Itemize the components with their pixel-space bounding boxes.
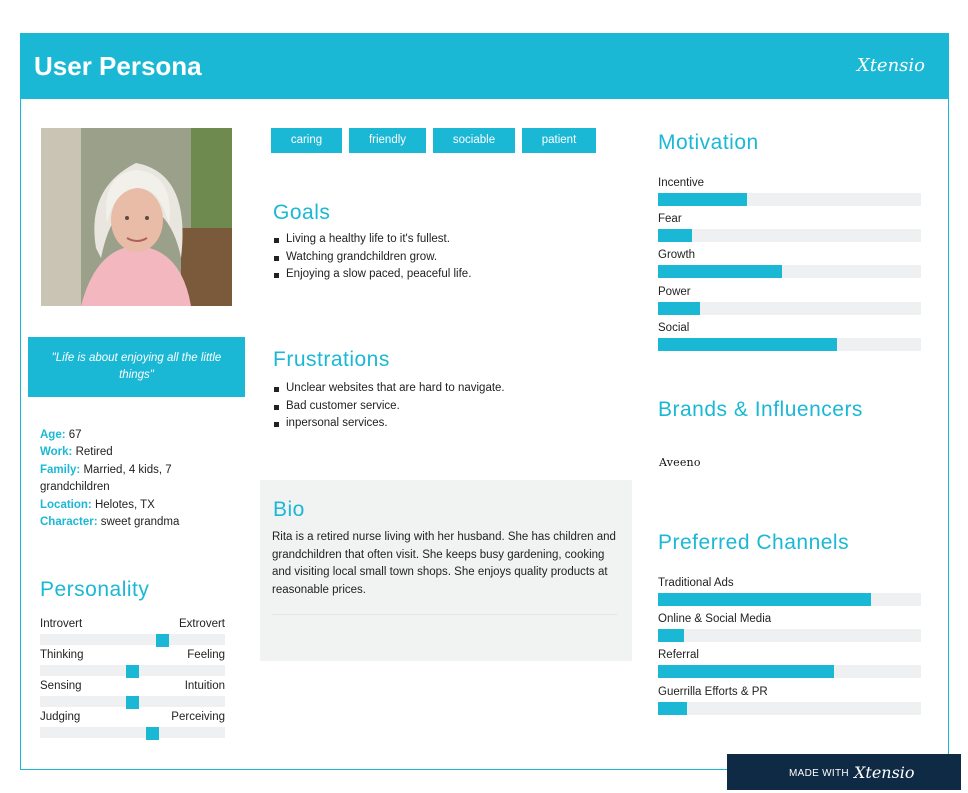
- bar-label: Fear: [658, 213, 682, 225]
- fact-family: Family: Married, 4 kids, 7 grandchildren: [40, 463, 172, 494]
- bar-fill: [658, 702, 687, 715]
- slider-track: [40, 727, 225, 738]
- goals-list: [272, 231, 471, 284]
- list-item: Bad customer service.: [272, 398, 505, 416]
- slider-right-label: Extrovert: [178, 618, 225, 630]
- bar-fill: [658, 629, 684, 642]
- bar-label: Guerrilla Efforts & PR: [658, 686, 768, 698]
- tag-sociable: sociable: [433, 128, 515, 153]
- bar-track: [658, 229, 921, 242]
- bio-divider: [272, 614, 617, 615]
- motivation-bar: [658, 286, 921, 322]
- slider-left-label: Judging: [40, 711, 81, 723]
- personality-title: Personality: [40, 578, 150, 601]
- list-item: Enjoying a slow paced, peaceful life.: [272, 266, 471, 284]
- list-item: Watching grandchildren grow.: [272, 249, 471, 267]
- bar-fill: [658, 665, 834, 678]
- brands-title: Brands & Influencers: [658, 398, 863, 421]
- motivation-bar: [658, 213, 921, 249]
- fact-character: Character: sweet grandma: [40, 516, 180, 529]
- list-item: Unclear websites that are hard to navigate.: [272, 380, 505, 398]
- persona-quote: "Life is about enjoying all the little things": [28, 337, 245, 397]
- bar-label: Incentive: [658, 177, 705, 189]
- bar-label: Referral: [658, 649, 699, 661]
- personality-slider: [40, 649, 225, 680]
- demographics: [40, 427, 210, 531]
- slider-left-label: Sensing: [40, 680, 82, 692]
- motivation-bar: [658, 249, 921, 285]
- bar-label: Online & Social Media: [658, 613, 772, 625]
- motivation-bar: [658, 322, 921, 358]
- bio-text: Rita is a retired nurse living with her husband. She has children and grandchildren that often visit. She keeps busy gardening, cooking and visiting local small town shops. She enjoys quality products at reasonable prices.: [272, 531, 616, 597]
- list-item: Living a healthy life to it's fullest.: [272, 231, 471, 249]
- channel-bar: [658, 686, 921, 722]
- tag-patient: patient: [522, 128, 596, 153]
- list-item: inpersonal services.: [272, 415, 505, 433]
- xtensio-footer-logo: Xtensio: [854, 763, 915, 782]
- personality-slider: [40, 711, 225, 742]
- slider-left-label: Thinking: [40, 649, 84, 661]
- channel-bar: [658, 577, 921, 613]
- bar-label: Growth: [658, 249, 696, 261]
- bar-fill: [658, 338, 837, 351]
- bar-fill: [658, 265, 782, 278]
- made-with-label: MADE WITH: [789, 768, 849, 779]
- bio-title: Bio: [273, 498, 305, 521]
- tag-friendly: friendly: [349, 128, 426, 153]
- bar-track: [658, 629, 921, 642]
- aveeno-logo: Aveeno: [659, 456, 701, 469]
- motivation-title: Motivation: [658, 131, 759, 154]
- bar-label: Social: [658, 322, 690, 334]
- bar-label: Power: [658, 286, 691, 298]
- slider-marker: [156, 634, 169, 647]
- bar-track: [658, 702, 921, 715]
- slider-marker: [126, 665, 139, 678]
- channels-title: Preferred Channels: [658, 531, 850, 554]
- tag-caring: caring: [271, 128, 342, 153]
- made-with-badge[interactable]: [727, 754, 961, 790]
- fact-age: Age: 67: [40, 429, 82, 441]
- bar-fill: [658, 229, 692, 242]
- bar-fill: [658, 193, 747, 206]
- slider-right-label: Feeling: [187, 649, 225, 661]
- xtensio-logo: Xtensio: [856, 55, 925, 76]
- channel-bar: [658, 613, 921, 649]
- motivation-bar: [658, 177, 921, 213]
- frustrations-title: Frustrations: [273, 348, 390, 371]
- slider-right-label: Intuition: [184, 680, 225, 692]
- header-bar: [20, 33, 949, 99]
- slider-marker: [126, 696, 139, 709]
- fact-work: Work: Retired: [40, 446, 113, 459]
- bar-label: Traditional Ads: [658, 577, 734, 589]
- slider-right-label: Perceiving: [171, 711, 225, 723]
- goals-title: Goals: [273, 201, 331, 224]
- frustrations-list: [272, 380, 505, 433]
- fact-location: Location: Helotes, TX: [40, 498, 155, 511]
- slider-left-label: Introvert: [40, 618, 83, 630]
- personality-slider: [40, 680, 225, 711]
- channel-bar: [658, 649, 921, 685]
- slider-marker: [146, 727, 159, 740]
- slider-track: [40, 634, 225, 645]
- persona-photo: [41, 128, 232, 306]
- page-title: User Persona: [34, 51, 202, 81]
- bar-fill: [658, 593, 871, 606]
- bar-fill: [658, 302, 700, 315]
- personality-slider: [40, 618, 225, 649]
